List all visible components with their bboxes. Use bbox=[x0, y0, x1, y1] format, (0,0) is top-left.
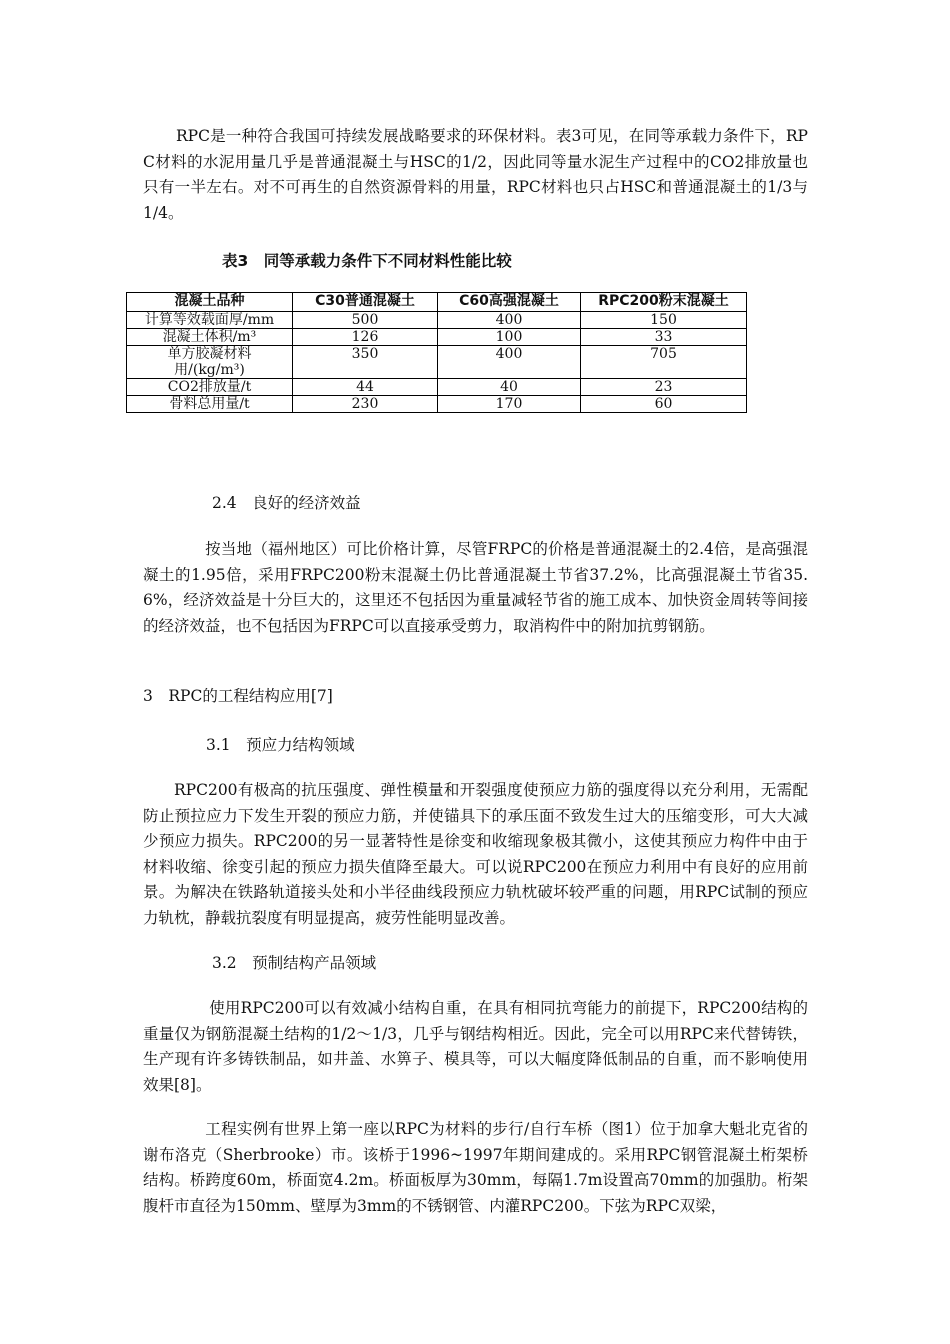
table-cell: 混凝土体积/m³ bbox=[127, 329, 293, 346]
table-cell: 350 bbox=[293, 346, 438, 379]
table-cell: 骨料总用量/t bbox=[127, 396, 293, 413]
table-cell: 计算等效载面厚/mm bbox=[127, 312, 293, 329]
table-cell: CO2排放量/t bbox=[127, 379, 293, 396]
table-row bbox=[127, 379, 747, 396]
table-cell: 150 bbox=[581, 312, 747, 329]
table-cell: 23 bbox=[581, 379, 747, 396]
paragraph-prestressed: RPC200有极高的抗压强度、弹性模量和开裂强度使预应力筋的强度得以充分利用，无需配防止预拉应力下发生开裂的预应力筋，并使锚具下的承压面不致发生过大的压缩变形，可大大减少预应力损失。RPC200的另一显著特性是徐变和收缩现象极其微小，这使其预应力构件中由于材料收缩、徐变引起的预应力损失值降至最大。可以说RPC200在预应力利用中有良好的应用前景。为解决在铁路轨道接头处和小半径曲线段预应力轨枕破坏较严重的问题，用RPC试制的预应力轨枕，静载抗裂度有明显提高，疲劳性能明显改善。 bbox=[143, 781, 808, 927]
table-cell: 100 bbox=[438, 329, 581, 346]
section-heading-3: 3 RPC的工程结构应用[7] bbox=[143, 687, 333, 705]
table-cell: 500 bbox=[293, 312, 438, 329]
table-header-cell: C60高强混凝土 bbox=[438, 293, 581, 312]
table-cell: 126 bbox=[293, 329, 438, 346]
table-header-cell: RPC200粉末混凝土 bbox=[581, 293, 747, 312]
table-row bbox=[127, 329, 747, 346]
table-row bbox=[127, 312, 747, 329]
section-heading-3-2: 3.2 预制结构产品领域 bbox=[212, 954, 377, 972]
table-row bbox=[127, 396, 747, 413]
table-cell: 230 bbox=[293, 396, 438, 413]
table-cell: 60 bbox=[581, 396, 747, 413]
table-cell: 44 bbox=[293, 379, 438, 396]
paragraph-economics: 按当地（福州地区）可比价格计算，尽管FRPC的价格是普通混凝土的2.4倍，是高强混凝土的1.95倍，采用FRPC200粉末混凝土仍比普通混凝土节省37.2%，比高强混凝土节省35.6%，经济效益是十分巨大的，这里还不包括因为重量减轻节省的施工成本、加快资金周转等间接的经济效益，也不包括因为FRPC可以直接承受剪力，取消构件中的附加抗剪钢筋。 bbox=[143, 540, 808, 635]
table-header-cell: C30普通混凝土 bbox=[293, 293, 438, 312]
table-header-row bbox=[127, 293, 747, 312]
table-row bbox=[127, 346, 747, 379]
table-caption: 表3 同等承载力条件下不同材料性能比较 bbox=[222, 252, 512, 270]
table-cell: 400 bbox=[438, 346, 581, 379]
table-cell: 40 bbox=[438, 379, 581, 396]
table-cell: 400 bbox=[438, 312, 581, 329]
table-cell: 705 bbox=[581, 346, 747, 379]
table-cell: 单方胶凝材料用/(kg/m³) bbox=[127, 346, 293, 379]
table-cell: 170 bbox=[438, 396, 581, 413]
comparison-table bbox=[126, 292, 747, 413]
table-header-cell: 混凝土品种 bbox=[127, 293, 293, 312]
paragraph-precast: 使用RPC200可以有效减小结构自重，在具有相同抗弯能力的前提下，RPC200结构的重量仅为钢筋混凝土结构的1/2～1/3，几乎与钢结构相近。因此，完全可以用RPC来代替铸铁，生产现有许多铸铁制品，如井盖、水箅子、模具等，可以大幅度降低制品的自重，而不影响使用效果[8]。 bbox=[143, 999, 808, 1094]
section-heading-2-4: 2.4 良好的经济效益 bbox=[212, 494, 361, 512]
paragraph-environment: RPC是一种符合我国可持续发展战略要求的环保材料。表3可见，在同等承载力条件下，RPC材料的水泥用量几乎是普通混凝土与HSC的1/2，因此同等量水泥生产过程中的CO2排放量也只有一半左右。对不可再生的自然资源骨料的用量，RPC材料也只占HSC和普通混凝土的1/3与1/4。 bbox=[143, 127, 808, 222]
section-heading-3-1: 3.1 预应力结构领域 bbox=[206, 736, 355, 754]
table-cell: 33 bbox=[581, 329, 747, 346]
paragraph-bridge-example: 工程实例有世界上第一座以RPC为材料的步行/自行车桥（图1）位于加拿大魁北克省的谢布洛克（Sherbrooke）市。该桥于1996~1997年期间建成的。采用RPC钢管混凝土桁架桥结构。桥跨度60m，桥面宽4.2m。桥面板厚为30mm，每隔1.7m设置高70mm的加强肋。桁架腹杆市直径为150mm、壁厚为3mm的不锈钢管、内灌RPC200。下弦为RPC双梁， bbox=[143, 1120, 808, 1215]
